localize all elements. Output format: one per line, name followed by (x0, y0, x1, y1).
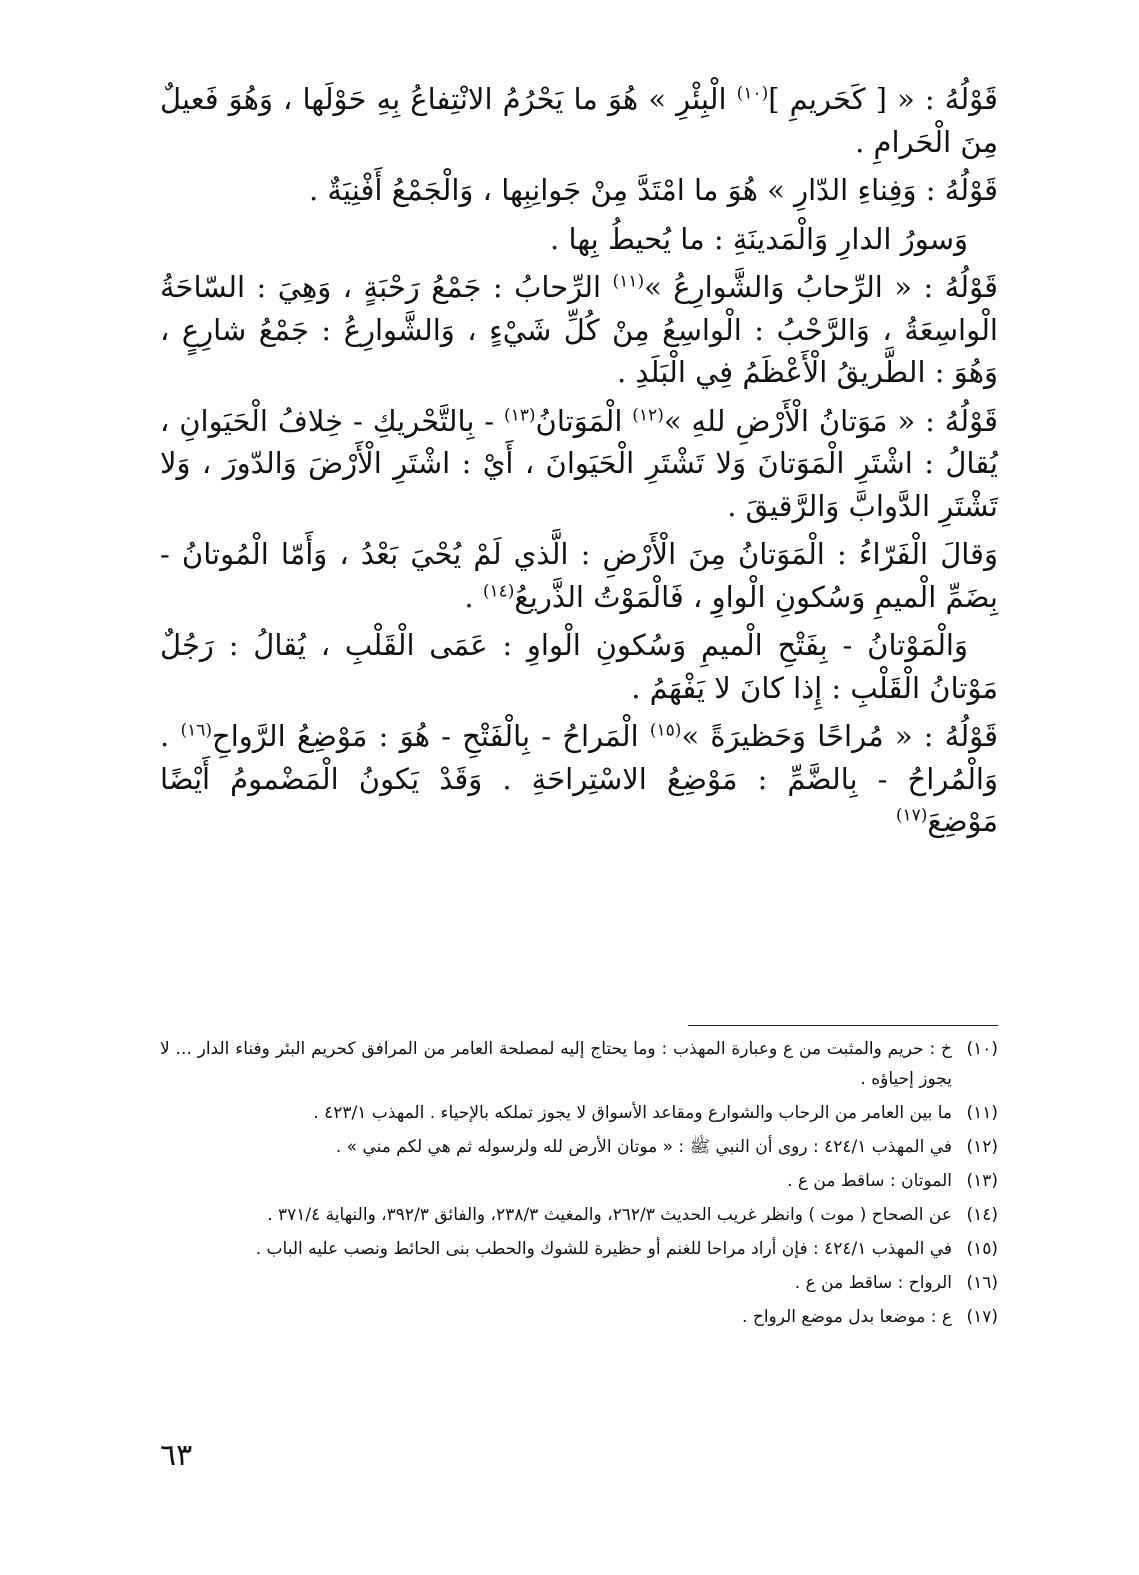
footnote-item (160, 1234, 998, 1264)
footnote-text: ع : موضعا بدل موضع الرواح . (742, 1307, 952, 1327)
footnote-number: (١٥) (966, 1239, 998, 1259)
footnote-number: (١٣) (966, 1171, 998, 1191)
text-span: الْمَراحُ - بِالْفَتْحِ - هُوَ : مَوْضِعُ الرَّواحِ (211, 719, 650, 753)
footnote-text: خ : حريم والمثبت من ع وعبارة المهذب : وما يحتاج إليه لمصلحة العامر من المرافق كحريم البئر وفناء الدار ... لا يجوز إحياؤه . (160, 1039, 952, 1089)
footnote-ref: (١١) (612, 271, 645, 292)
footnote-ref: (١٧) (895, 805, 928, 826)
footnote-item (160, 1200, 998, 1230)
footnote-ref: (١٤) (482, 580, 515, 601)
footnote-ref: (١٢) (632, 404, 664, 425)
footnote-number: (١٠) (966, 1039, 998, 1059)
text-span: الْبِئْرِ » هُوَ ما يَحْرُمُ الانْتِفاعُ بِهِ حَوْلَها ، وَهُوَ فَعيلٌ مِنَ الْحَرامِ . (160, 82, 998, 159)
footnote-text: الرواح : ساقط من ع . (794, 1273, 952, 1293)
footnote-ref: (١٥) (649, 720, 682, 741)
footnote-item (160, 1132, 998, 1162)
paragraph-1 (160, 78, 998, 163)
footnote-number: (١٤) (966, 1205, 998, 1225)
text-span: الْمَوَتانُ (535, 403, 633, 438)
footnote-item (160, 1268, 998, 1298)
footnote-number: (١٢) (966, 1137, 998, 1157)
footnote-ref: (١٣) (504, 404, 536, 425)
paragraph-3: وَسورُ الدارِ وَالْمَدينَةِ : ما يُحيطُ بِها . (550, 221, 968, 256)
footnote-text: في المهذب ٤٢٤/١ : روى أن النبي ﷺ : « موتان الأرض لله ولرسوله ثم هي لكم مني » . (335, 1137, 952, 1157)
paragraph-6 (160, 533, 998, 618)
footnote-item (160, 1302, 998, 1332)
paragraph-7: وَالْمَوْتانُ - بِفَتْحِ الْميمِ وَسُكونِ الْواوِ : عَمَى الْقَلْبِ ، يُقالُ : رَجُلٌ مَوْتانُ الْقَلْبِ : إِذا كانَ لا يَفْهَمُ . (160, 628, 998, 705)
footnote-text: عن الصحاح ( موت ) وانظر غريب الحديث ٢٦٢/٣، والمغيث ٢٣٨/٣، والفائق ٣٩٢/٣، والنهاية ٣٧١/٤ . (267, 1205, 952, 1225)
text-span: الرِّحابُ : جَمْعُ رَحْبَةٍ ، وَهِيَ : السّاحَةُ الْواسِعَةُ ، وَالرَّحْبُ : الْواسِعُ مِنْ كُلِّ شَيْءٍ ، وَالشَّوارِعُ : جَمْعُ شارِعٍ ، وَهُوَ : الطَّريقُ الْأَعْظَمُ فِي الْبَلَدِ . (160, 270, 998, 389)
footnote-text: الموتان : ساقط من ع . (787, 1171, 952, 1191)
text-span: قَوْلُهُ : « مَوَتانُ الْأَرْضِ للهِ » (663, 403, 998, 438)
footnote-number: (١١) (966, 1103, 998, 1123)
text-span: قَوْلُهُ : « الرِّحابُ وَالشَّوارِعُ » (644, 270, 998, 304)
footnote-text: في المهذب ٤٢٤/١ : فإن أراد مراحا للغنم أو حظيرة للشوك والحطب بنى الحائط ونصب عليه الباب . (255, 1239, 952, 1259)
footnote-ref: (١٠) (736, 83, 769, 104)
paragraph-2: قَوْلُهُ : وَفِناءِ الدّارِ » هُوَ ما امْتَدَّ مِنْ جَوانِبِها ، وَالْجَمْعُ أَفْنِيَةٌ . (308, 173, 998, 207)
paragraph-4 (160, 266, 998, 394)
text-span: قَوْلُهُ : « مُراحًا وَحَظيرَةً » (681, 719, 998, 753)
main-text (160, 78, 998, 849)
footnote-number: (١٧) (966, 1307, 998, 1327)
text-span: وَقالَ الْفَرّاءُ : الْمَوَتانُ مِنَ الْأَرْضِ : الَّذي لَمْ يُحْيَ بَعْدُ ، وَأَمّا الْمُوتانُ - بِضَمِّ الْميمِ وَسُكونِ الْواوِ ، فَالْمَوْتُ الذَّريعُ (160, 537, 998, 614)
text-span: . (464, 579, 483, 614)
paragraph-8 (160, 715, 998, 843)
footnote-divider (688, 1025, 998, 1026)
footnote-ref: (١٦) (180, 720, 212, 741)
text-span: قَوْلُهُ : « [ كَحَريمِ ] (768, 82, 999, 116)
page-number: ٦٣ (160, 1438, 193, 1473)
footnote-item (160, 1098, 998, 1128)
paragraph-5 (160, 400, 998, 528)
footnote-item (160, 1166, 998, 1196)
text-span: - بِالتَّحْريكِ - خِلافُ الْحَيَوانِ ، يُقالُ : اشْتَرِ الْمَوَتانَ وَلا تَشْتَرِ الْحَيَوانَ ، أَيْ : اشْتَرِ الْأَرْضَ وَالدّورَ ، وَلا تَشْتَرِ الدَّوابَّ وَالرَّقيقَ . (160, 403, 998, 523)
text-span: . وَالْمُراحُ - بِالضَّمِّ : مَوْضِعُ الاسْتِراحَةِ . وَقَدْ يَكونُ الْمَضْمومُ أَيْضًا مَوْضِعَ (160, 719, 998, 838)
footnotes (160, 1034, 998, 1336)
footnote-number: (١٦) (966, 1273, 998, 1293)
footnote-text: ما بين العامر من الرحاب والشوارع ومقاعد الأسواق لا يجوز تملكه بالإحياء . المهذب ٤٢٣/١ . (313, 1103, 952, 1123)
footnote-item (160, 1034, 998, 1094)
